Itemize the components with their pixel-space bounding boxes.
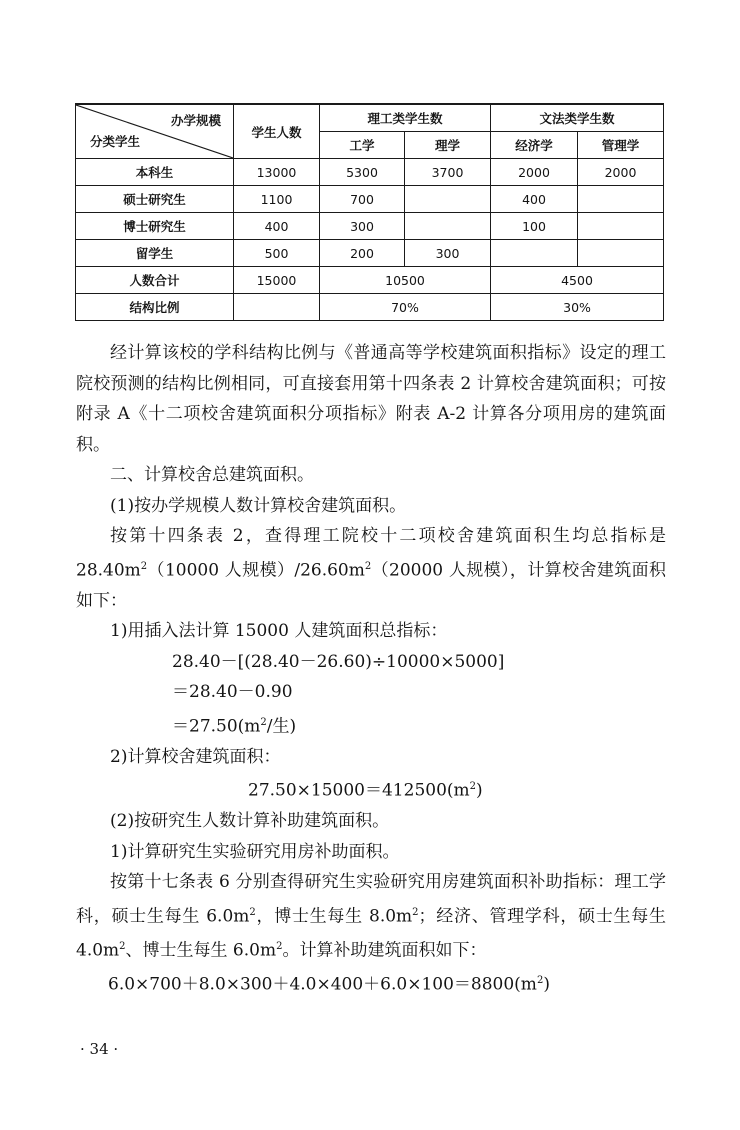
cell-sci: 300 [405,240,491,267]
header-student-count: 学生人数 [234,104,320,159]
header-engineering: 工学 [320,132,405,159]
ratio-label: 结构比例 [76,294,234,321]
sum-science: 10500 [320,267,491,294]
row-label: 本科生 [76,159,234,186]
cell-total: 13000 [234,159,320,186]
cell-mgmt [578,213,664,240]
ratio-arts: 30% [491,294,664,321]
cell-sci [405,213,491,240]
section-heading: 二、计算校舍总建筑面积。 [110,465,314,485]
header-arts-group: 文法类学生数 [491,104,664,132]
header-management: 管理学 [578,132,664,159]
cell-eco: 100 [491,213,578,240]
cell-eng: 5300 [320,159,405,186]
row-label: 硕士研究生 [76,186,234,213]
table-row [76,240,664,267]
table-row [76,186,664,213]
cell-total: 400 [234,213,320,240]
subsection-heading: (2)按研究生人数计算补助建筑面积。 [110,811,390,832]
paragraph: 按第十七条表 6 分别查得研究生实验研究用房建筑面积补助指标：理工学科，硕士生每生 $6.0m^2$，博士生每生 $8.0m^2$；经济、管理学科，硕士生每生 $4.0m^2$、博士生每生 $6.0m^2$。计算补助建筑面积如下： [76,872,667,961]
sum-arts: 4500 [491,267,664,294]
cell-total: 1100 [234,186,320,213]
table-row [76,213,664,240]
table-row-sum [76,267,664,294]
cell-total: 500 [234,240,320,267]
cell-eng: 300 [320,213,405,240]
cell-mgmt [578,186,664,213]
cell-eng: 200 [320,240,405,267]
cell-eco: 2000 [491,159,578,186]
header-economics: 经济学 [491,132,578,159]
equation: $27.50\times 15000=412500(m^2)$ [248,780,483,801]
corner-top-label: 办学规模 [170,113,221,128]
paragraph: 按第十四条表 2，查得理工院校十二项校舍建筑面积生均总指标是 $28.40m^2(10000$ 人规模）$/26.60m^2(20000$ 人规模），计算校舍建筑面积如下： [76,526,667,611]
cell-sci: 3700 [405,159,491,186]
paragraph: 经计算该校的学科结构比例与《普通高等学校建筑面积指标》设定的理工院校预测的结构比例相同，可直接套用第十四条表 2 计算校舍建筑面积；可按附录 A《十二项校舍建筑面积分项指标》附表 A-2 计算各分项用房的建筑面积。 [76,343,666,455]
step-heading: 1)用插入法计算 15000 人建筑面积总指标： [110,621,448,642]
step-heading: 1)计算研究生实验研究用房补助面积。 [110,841,400,862]
table-row [76,159,664,186]
row-label: 留学生 [76,240,234,267]
subsection-heading: (1)按办学规模人数计算校舍建筑面积。 [110,495,407,516]
cell-eng: 700 [320,186,405,213]
table-row-ratio [76,294,664,321]
equation: 28.40－[(28.40－26.60)÷10000×5000] [172,651,505,672]
header-science: 理学 [405,132,491,159]
header-science-group: 理工类学生数 [320,104,491,132]
ratio-empty [234,294,320,321]
step-heading: 2)计算校舍建筑面积： [110,746,281,767]
ratio-science: 70% [320,294,491,321]
cell-eco: 400 [491,186,578,213]
equation: ＝28.40－0.90 [172,682,293,703]
table-corner-cell [76,104,234,159]
cell-sci [405,186,491,213]
equation: $6.0\times 700+8.0\times 300+4.0\times 400+6.0\times 100=8800(m^2)$ [108,974,550,995]
sum-label: 人数合计 [76,267,234,294]
student-structure-table [75,103,664,321]
cell-mgmt [578,240,664,267]
equation: $=27.50(m^2/$生) [172,716,297,737]
cell-mgmt: 2000 [578,159,664,186]
row-label: 博士研究生 [76,213,234,240]
sum-total: 15000 [234,267,320,294]
corner-bottom-label: 分类学生 [90,134,141,149]
body-text [76,338,666,1000]
cell-eco [491,240,578,267]
page-number: · 34 · [80,1040,119,1058]
